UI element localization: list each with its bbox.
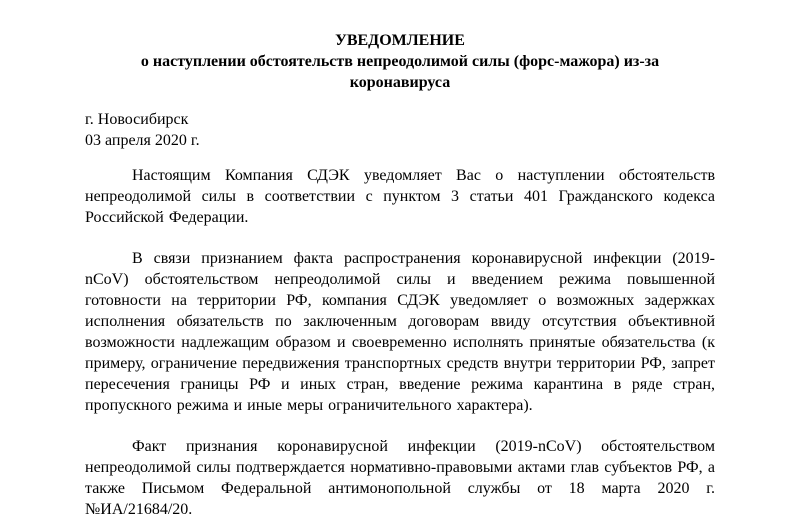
paragraph-force-majeure-details: В связи признанием факта распространения коронавирусной инфекции (2019-nCoV) обстоятельством непреодолимой силы и введением режима повышенной готовности на территории РФ, компания СДЭК уведомляет о возможных задержках исполнения обязательств по заключенным договорам ввиду отсутствия объективной возможности надлежащим образом и своевременно исполнять принятые обязательства (к примеру, ограничение передвижения транспортных средств внутри территории РФ, запрет пересечения границы РФ и иных стран, введение режима карантина в ряде стран, пропускного режима и иные меры ограничительного характера).: [85, 250, 715, 414]
title-line-1: УВЕДОМЛЕНИЕ: [335, 32, 465, 49]
place-date-block: [85, 109, 715, 151]
title-line-3: коронавируса: [349, 74, 451, 91]
document-title: [85, 30, 715, 93]
date-line: 03 апреля 2020 г.: [85, 132, 200, 149]
paragraph-notification: Настоящим Компания СДЭК уведомляет Вас о наступлении обстоятельств непреодолимой силы в соответствии с пунктом 3 статьи 401 Гражданского кодекса Российской Федерации.: [85, 167, 715, 226]
title-line-2: о наступлении обстоятельств непреодолимой силы (форс-мажора) из-за: [140, 53, 660, 70]
city-line: г. Новосибирск: [85, 111, 189, 128]
paragraph-legal-confirmation: Факт признания коронавирусной инфекции (2019-nCoV) обстоятельством непреодолимой силы подтверждается нормативно-правовыми актами глав субъектов РФ, а также Письмом Федеральной антимонопольной службы от 18 марта 2020 г. №ИА/21684/20.: [85, 438, 715, 518]
